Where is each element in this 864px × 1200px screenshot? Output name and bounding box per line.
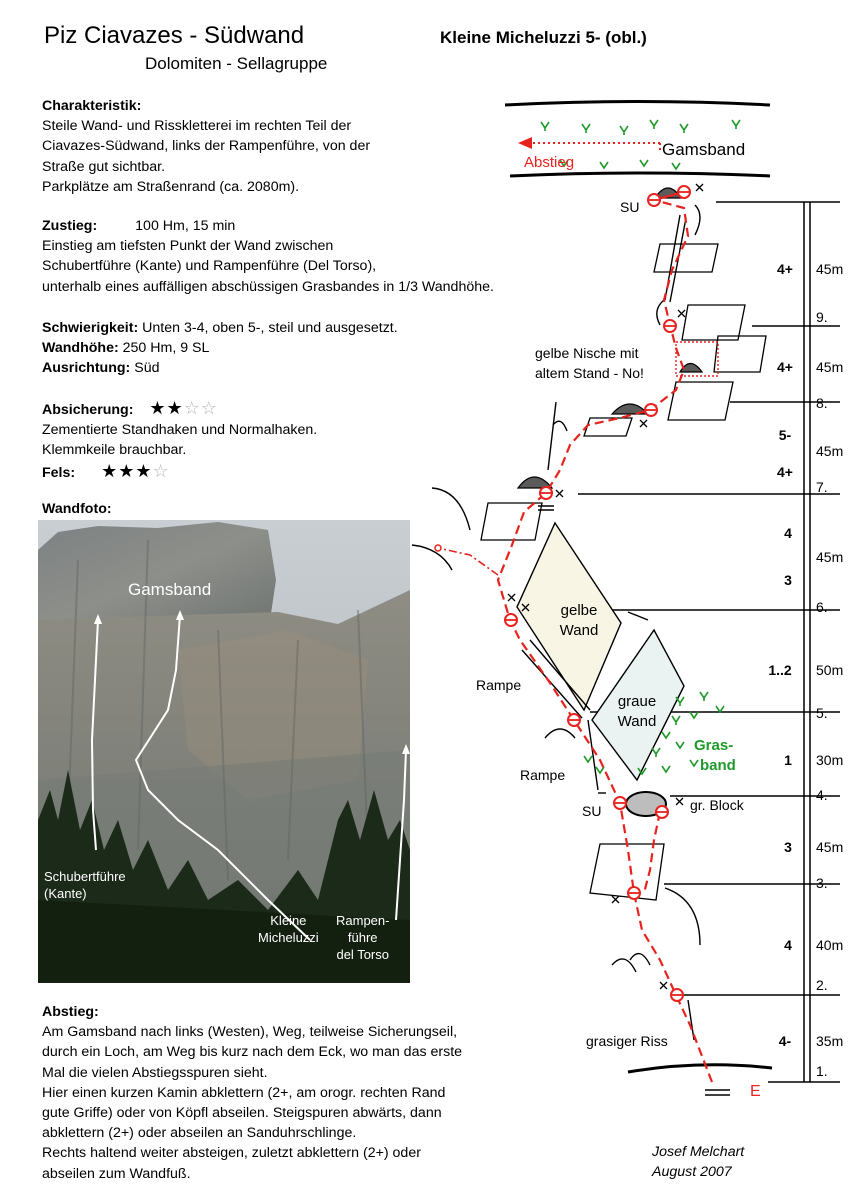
pitch-number: 4. bbox=[816, 787, 828, 803]
topo-label-nische: gelbe Nische mit bbox=[535, 345, 639, 361]
fels-label: Fels: bbox=[42, 464, 76, 481]
topo-label-gelbe: gelbe bbox=[560, 602, 598, 619]
pitch-scale bbox=[578, 202, 840, 1082]
star-empty-icon: ☆☆ bbox=[183, 398, 218, 418]
topo-label-rampe: Rampe bbox=[476, 677, 522, 693]
pitch-length: 45m bbox=[816, 839, 844, 855]
abstieg-label: Abstieg: bbox=[42, 1004, 99, 1020]
pitch-number: 2. bbox=[816, 977, 828, 993]
schwierigkeit-label: Schwierigkeit: bbox=[42, 320, 139, 336]
abstieg-line: gute Griffe) oder von Köpfl abseilen. Steigspuren abwärts, dann bbox=[42, 1105, 442, 1122]
pitch-number-group bbox=[816, 309, 828, 1079]
abstieg-line: abklettern (2+) oder abseilen an Sanduhrschlinge. bbox=[42, 1125, 357, 1142]
wandhoehe-value: 250 Hm, 9 SL bbox=[122, 340, 210, 357]
topo-label-su-top: SU bbox=[620, 199, 640, 215]
abstieg-line: Rechts haltend weiter absteigen, zuletzt abklettern (2+) oder bbox=[42, 1145, 421, 1162]
page-subtitle: Dolomiten - Sellagruppe bbox=[145, 54, 328, 73]
pitch-number: 8. bbox=[816, 395, 828, 411]
pitch-number: 1. bbox=[816, 1063, 828, 1079]
zustieg-line: unterhalb eines auffälligen abschüssigen Grasbandes in 1/3 Wandhöhe. bbox=[42, 278, 494, 295]
charakteristik-line: Ciavazes-Südwand, links der Rampenführe, von der bbox=[42, 138, 371, 155]
pitch-grade: 5- bbox=[778, 427, 792, 443]
pitch-grade: 4- bbox=[778, 1033, 792, 1049]
pitch-length: 35m bbox=[816, 1033, 844, 1049]
absicherung-line: Zementierte Standhaken und Normalhaken. bbox=[42, 422, 318, 439]
pitch-grade: 3 bbox=[784, 572, 792, 588]
pitch-grade: 4+ bbox=[777, 464, 793, 480]
pitch-grade: 3 bbox=[784, 839, 792, 855]
topo-label-einstieg: E bbox=[750, 1083, 761, 1100]
pitch-grade: 4+ bbox=[777, 261, 793, 277]
zustieg-line: Einstieg am tiefsten Punkt der Wand zwischen bbox=[42, 238, 334, 255]
page-title: Piz Ciavazes - Südwand bbox=[44, 22, 305, 49]
ausrichtung-label: Ausrichtung: bbox=[42, 360, 131, 377]
star-filled-icon: ★★★ bbox=[101, 460, 153, 481]
route-name: Kleine Micheluzzi 5- (obl.) bbox=[440, 28, 647, 47]
pitch-length: 45m bbox=[816, 443, 844, 459]
author-date: August 2007 bbox=[652, 1164, 732, 1180]
abstieg-line: Mal die vielen Abstiegsspuren sieht. bbox=[42, 1064, 268, 1081]
photo-label-kleine: Kleine Micheluzzi bbox=[258, 913, 319, 945]
variant-endpoint-icon bbox=[435, 545, 441, 551]
pitch-number: 3. bbox=[816, 875, 828, 891]
author-name: Josef Melchart bbox=[652, 1144, 745, 1160]
topo-label-wand: Wand bbox=[617, 713, 657, 730]
abstieg-line: abseilen zum Wandfuß. bbox=[42, 1165, 191, 1182]
pitch-number: 7. bbox=[816, 479, 828, 495]
pitch-grade: 4 bbox=[784, 525, 792, 541]
topo-label-wand: Wand bbox=[559, 622, 599, 639]
topo-label-band: band bbox=[700, 757, 736, 774]
pitch-number: 5. bbox=[816, 705, 828, 721]
pitch-length: 30m bbox=[816, 752, 844, 768]
pitch-length-group bbox=[816, 261, 843, 1049]
charakteristik-line: Parkplätze am Straßenrand (ca. 2080m). bbox=[42, 178, 300, 195]
abstieg-line: Hier einen kurzen Kamin abklettern (2+, am orogr. rechten Rand bbox=[42, 1084, 446, 1101]
photo-label-rampen: Rampen- führe del Torso bbox=[336, 913, 390, 962]
arrow-left-icon bbox=[518, 137, 532, 149]
gamsband-top-line bbox=[505, 102, 770, 106]
pitch-length: 45m bbox=[816, 359, 844, 375]
pitch-length: 40m bbox=[816, 937, 844, 953]
grade-group bbox=[768, 261, 793, 1049]
ausrichtung-value: Süd bbox=[134, 360, 160, 377]
wandhoehe-label: Wandhöhe: bbox=[42, 340, 119, 357]
star-filled-icon: ★★ bbox=[149, 398, 184, 418]
pitch-grade: 1..2 bbox=[768, 662, 792, 678]
topo-label-block: gr. Block bbox=[690, 797, 744, 813]
descent-path bbox=[530, 143, 660, 151]
topo-label-rampe: Rampe bbox=[520, 767, 566, 783]
pitch-grade: 4 bbox=[784, 937, 792, 953]
topo-label-abstieg: Abstieg bbox=[524, 154, 575, 171]
topo-label-gras: Gras- bbox=[694, 737, 734, 754]
star-empty-icon: ☆ bbox=[152, 460, 170, 481]
wandfoto-label: Wandfoto: bbox=[42, 501, 112, 517]
gamsband-bottom-line bbox=[510, 173, 770, 176]
charakteristik-line: Straße gut sichtbar. bbox=[42, 158, 166, 175]
abstieg-line: durch ein Loch, am Weg bis kurz nach dem Eck, wo man das erste bbox=[42, 1044, 463, 1061]
pitch-grade: 1 bbox=[784, 752, 792, 768]
pitch-grade: 4+ bbox=[777, 359, 793, 375]
topo-label-graue: graue bbox=[617, 693, 657, 710]
absicherung-line: Klemmkeile brauchbar. bbox=[42, 442, 187, 459]
abstieg-line: Am Gamsband nach links (Westen), Weg, teilweise Sicherungseil, bbox=[42, 1024, 458, 1041]
pitch-number: 6. bbox=[816, 599, 828, 615]
photo-label-gamsband: Gamsband bbox=[128, 580, 212, 599]
zustieg-value: 100 Hm, 15 min bbox=[135, 218, 236, 234]
pitch-number: 9. bbox=[816, 309, 828, 325]
pitch-length: 45m bbox=[816, 261, 844, 277]
pitch-length: 50m bbox=[816, 662, 844, 678]
topo-label-gamsband: Gamsband bbox=[662, 140, 746, 159]
topo-label-riss: grasiger Riss bbox=[586, 1033, 668, 1049]
pitch-length: 45m bbox=[816, 549, 844, 565]
zustieg-label: Zustieg: bbox=[42, 218, 98, 234]
charakteristik-label: Charakteristik: bbox=[42, 98, 142, 114]
route-variant bbox=[644, 812, 660, 893]
topo-label-su-bottom: SU bbox=[582, 803, 602, 819]
charakteristik-line: Steile Wand- und Risskletterei im rechten Teil der bbox=[42, 118, 352, 135]
absicherung-label: Absicherung: bbox=[42, 402, 134, 418]
zustieg-line: Schubertführe (Kante) und Rampenführe (Del Torso), bbox=[42, 258, 377, 275]
photo-label-schubert: Schubertführe (Kante) bbox=[44, 869, 126, 901]
topo-label-nische: altem Stand - No! bbox=[535, 365, 644, 381]
schwierigkeit-value: Unten 3-4, oben 5-, steil und ausgesetzt. bbox=[142, 320, 398, 336]
